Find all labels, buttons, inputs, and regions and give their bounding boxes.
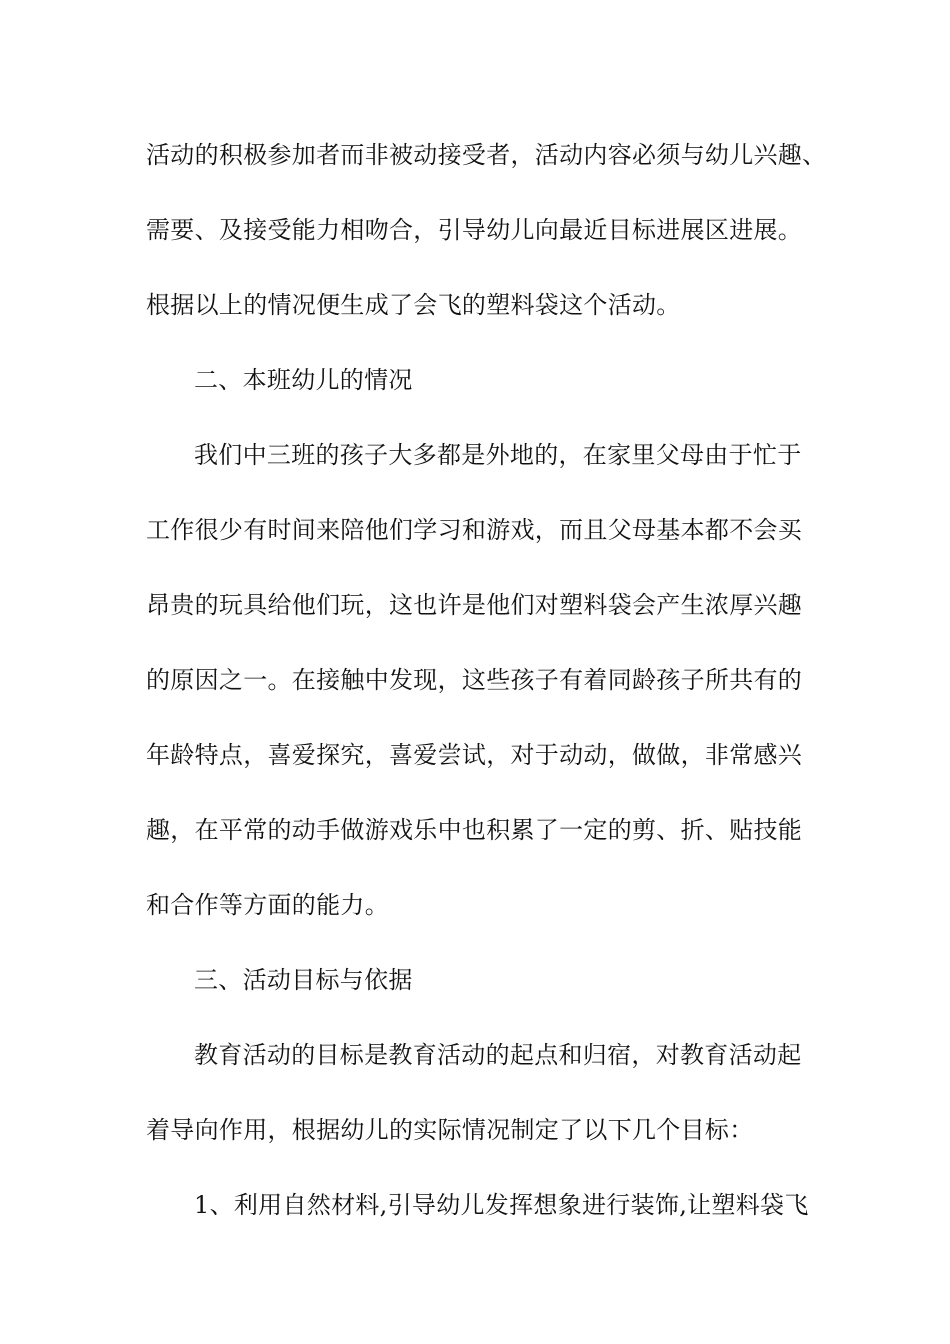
paragraph-line: 活动的积极参加者而非被动接受者，活动内容必须与幼儿兴趣、: [146, 141, 827, 169]
paragraph-line: 着导向作用，根据幼儿的实际情况制定了以下几个目标：: [146, 1116, 754, 1144]
paragraph-line: 我们中三班的孩子大多都是外地的，在家里父母由于忙于: [194, 441, 802, 469]
section-heading: 二、本班幼儿的情况: [194, 366, 413, 394]
paragraph-line: 的原因之一。在接触中发现，这些孩子有着同龄孩子所共有的: [146, 666, 803, 694]
paragraph-line: 教育活动的目标是教育活动的起点和归宿，对教育活动起: [194, 1041, 802, 1069]
paragraph-line: 根据以上的情况便生成了会飞的塑料袋这个活动。: [146, 291, 681, 319]
paragraph-line: 年龄特点，喜爱探究，喜爱尝试，对于动动，做做，非常感兴: [146, 741, 803, 769]
document-body: [146, 127, 827, 1252]
paragraph-line: 和合作等方面的能力。: [146, 891, 389, 919]
list-item: 1、利用自然材料,引导幼儿发挥想象进行装饰,让塑料袋飞: [194, 1191, 809, 1219]
paragraph-line: 趣，在平常的动手做游戏乐中也积累了一定的剪、折、贴技能: [146, 816, 803, 844]
paragraph-line: 工作很少有时间来陪他们学习和游戏，而且父母基本都不会买: [146, 516, 803, 544]
paragraph-line: 需要、及接受能力相吻合，引导幼儿向最近目标进展区进展。: [146, 216, 803, 244]
paragraph-line: 昂贵的玩具给他们玩，这也许是他们对塑料袋会产生浓厚兴趣: [146, 591, 803, 619]
section-heading: 三、活动目标与依据: [194, 966, 413, 994]
